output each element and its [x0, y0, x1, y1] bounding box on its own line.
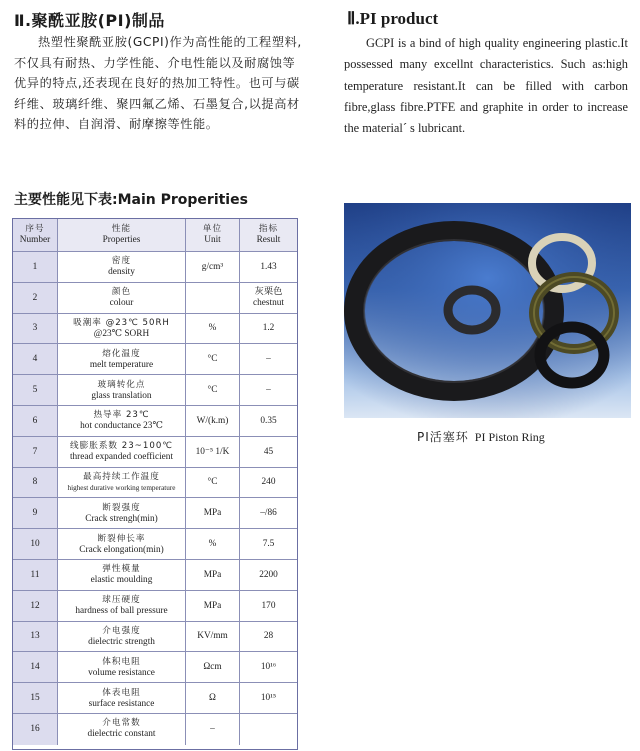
property-cn: 体积电阻	[102, 656, 141, 667]
number-value: 7	[32, 446, 38, 457]
table-row	[13, 651, 297, 683]
cell-number	[13, 498, 58, 529]
piston-ring-photo	[344, 203, 631, 418]
result-value: 1.2	[262, 323, 275, 334]
result-value: 1.43	[260, 261, 277, 272]
number-value: 13	[30, 631, 40, 642]
photo-caption	[417, 428, 545, 445]
table-row	[13, 559, 297, 591]
cell-unit	[186, 406, 240, 437]
result-value: 10¹⁵	[260, 693, 277, 704]
property-cn: 颜色	[111, 287, 132, 298]
cell-number	[13, 283, 58, 314]
property-en: elastic moulding	[90, 575, 153, 586]
property-en: density	[108, 267, 135, 278]
cell-number	[13, 314, 58, 345]
number-value: 10	[30, 539, 40, 550]
cell-property	[58, 622, 186, 653]
piston-rings-illustration	[344, 203, 631, 418]
cell-unit	[186, 314, 240, 345]
table-title: 主要性能见下表:Main Properities	[14, 192, 248, 208]
cell-result	[240, 468, 297, 499]
unit-value: W/(k.m)	[196, 415, 229, 426]
cell-property	[58, 314, 186, 345]
cell-unit	[186, 560, 240, 591]
property-cn: 断裂强度	[102, 502, 141, 513]
cell-result	[240, 652, 297, 683]
result-value: 28	[263, 631, 274, 642]
cell-number	[13, 560, 58, 591]
cell-unit	[186, 529, 240, 560]
property-en: Crack elongation(min)	[79, 544, 164, 555]
cell-unit	[186, 683, 240, 714]
result-value: 灰栗色 chestnut	[253, 287, 284, 309]
number-value: 12	[30, 600, 40, 611]
paragraph-cn: 热塑性聚酰亚胺(GCPI)作为高性能的工程塑料,不仅具有耐热、力学性能、介电性能以及耐腐蚀等优异的特点,还表现在良好的热加工特性。也可与碳纤维、玻璃纤维、聚四氟乙烯、石墨复合,以提高材料的拉伸、自润滑、耐摩擦等性能。	[14, 35, 302, 131]
cell-result	[240, 344, 297, 375]
cell-unit	[186, 714, 240, 745]
result-value: –/86	[260, 508, 277, 519]
header-properties	[58, 219, 186, 251]
cell-result	[240, 252, 297, 283]
result-value: 45	[263, 446, 274, 457]
table-row	[13, 251, 297, 283]
cell-result	[240, 683, 297, 714]
header-number-en: Number	[19, 235, 51, 245]
number-value: 14	[30, 662, 40, 673]
table-row	[13, 713, 297, 745]
result-value: 0.35	[260, 415, 277, 426]
cell-number	[13, 468, 58, 499]
table-row	[13, 282, 297, 314]
property-en: hot conductance 23℃	[80, 421, 163, 432]
cell-property	[58, 529, 186, 560]
cell-result	[240, 714, 297, 745]
cell-property	[58, 498, 186, 529]
unit-value: °C	[207, 354, 218, 365]
number-value: 1	[32, 261, 38, 272]
cell-result	[240, 437, 297, 468]
table-row	[13, 590, 297, 622]
unit-value: 10⁻⁵ 1/K	[195, 446, 230, 457]
result-value: –	[266, 354, 271, 365]
property-cn: 玻璃转化点	[97, 379, 146, 390]
cell-property	[58, 683, 186, 714]
cell-number	[13, 652, 58, 683]
heading-cn: Ⅱ.聚酰亚胺(PI)制品	[14, 11, 165, 30]
property-cn: 弹性模量	[102, 564, 141, 575]
cell-number	[13, 437, 58, 468]
property-cn: 断裂伸长率	[97, 533, 146, 544]
property-en: melt temperature	[89, 359, 154, 370]
unit-value: Ωcm	[203, 662, 222, 673]
cell-number	[13, 375, 58, 406]
property-en: surface resistance	[88, 698, 155, 709]
cell-property	[58, 344, 186, 375]
paragraph-en: GCPI is a bind of high quality engineering plastic.It possessed many excellnt characteristics. Such as:high temperature resistant.It can be filled with carbon fibre,glass fibre.PTFE and graphite in order to increase the material´ s lubricant.	[344, 36, 628, 136]
cell-unit	[186, 375, 240, 406]
cell-number	[13, 714, 58, 745]
property-cn: 熔化温度	[102, 348, 141, 359]
property-en: hardness of ball pressure	[75, 606, 168, 617]
unit-value: MPa	[203, 508, 222, 519]
table-header-row	[13, 219, 297, 251]
property-en: highest durative working temperature	[67, 483, 176, 492]
result-value: 240	[261, 477, 276, 488]
table-row	[13, 436, 297, 468]
cell-number	[13, 529, 58, 560]
property-cn: 热导率 23℃	[93, 410, 150, 421]
cell-property	[58, 714, 186, 745]
table-row	[13, 467, 297, 499]
cell-unit	[186, 652, 240, 683]
table-row	[13, 621, 297, 653]
cell-result	[240, 498, 297, 529]
cell-result	[240, 622, 297, 653]
header-properties-cn: 性能	[111, 224, 132, 234]
unit-value: g/cm³	[201, 261, 224, 272]
result-value: 10¹⁶	[260, 662, 277, 673]
table-row	[13, 343, 297, 375]
result-value: 2200	[259, 569, 278, 580]
cell-number	[13, 406, 58, 437]
property-cn: 密度	[111, 256, 132, 267]
cell-property	[58, 252, 186, 283]
table-row	[13, 682, 297, 714]
header-result-cn: 指标	[258, 224, 279, 234]
property-en: colour	[109, 298, 134, 309]
number-value: 6	[32, 415, 38, 426]
header-unit-cn: 单位	[202, 224, 223, 234]
number-value: 2	[32, 292, 38, 303]
property-en: glass translation	[91, 390, 152, 401]
cell-number	[13, 622, 58, 653]
cell-number	[13, 683, 58, 714]
number-value: 5	[32, 385, 38, 396]
cell-unit	[186, 468, 240, 499]
cell-unit	[186, 437, 240, 468]
unit-value: %	[208, 539, 217, 550]
cell-property	[58, 591, 186, 622]
cell-unit	[186, 498, 240, 529]
table-row	[13, 405, 297, 437]
property-en: volume resistance	[88, 667, 155, 678]
property-en: Crack strengh(min)	[85, 513, 158, 524]
unit-value: MPa	[203, 569, 222, 580]
table-row	[13, 313, 297, 345]
cell-result	[240, 529, 297, 560]
cell-unit	[186, 344, 240, 375]
unit-value: %	[208, 323, 217, 334]
property-cn: 介电常数	[102, 718, 141, 729]
cell-property	[58, 406, 186, 437]
property-cn: 介电强度	[102, 625, 141, 636]
cell-property	[58, 560, 186, 591]
cell-unit	[186, 622, 240, 653]
cell-property	[58, 437, 186, 468]
property-en: dielectric constant	[87, 729, 156, 740]
number-value: 9	[32, 508, 38, 519]
cell-property	[58, 283, 186, 314]
cell-unit	[186, 252, 240, 283]
header-number-cn: 序号	[25, 224, 45, 234]
property-en: @23℃ SORH	[93, 328, 150, 339]
cell-number	[13, 591, 58, 622]
cell-property	[58, 652, 186, 683]
property-cn: 体表电阻	[102, 687, 141, 698]
table-row	[13, 374, 297, 406]
unit-value: °C	[207, 477, 218, 488]
header-result	[240, 219, 297, 251]
cell-result	[240, 283, 297, 314]
property-cn: 球压硬度	[102, 595, 141, 606]
result-value: 170	[261, 600, 276, 611]
cell-number	[13, 344, 58, 375]
cell-result	[240, 406, 297, 437]
number-value: 4	[32, 354, 38, 365]
cell-unit	[186, 283, 240, 314]
number-value: 3	[32, 323, 38, 334]
cell-result	[240, 591, 297, 622]
property-cn: 最高持续工作温度	[83, 471, 160, 482]
property-en: thread expanded coefficient	[69, 452, 174, 463]
number-value: 8	[32, 477, 38, 488]
unit-value: MPa	[203, 600, 222, 611]
header-result-en: Result	[256, 235, 281, 245]
unit-value: °C	[207, 385, 218, 396]
caption-en: PI Piston Ring	[474, 430, 545, 444]
header-properties-en: Properties	[102, 235, 141, 245]
number-value: 11	[30, 569, 40, 580]
header-unit-en: Unit	[204, 235, 221, 245]
caption-cn: PI活塞环	[417, 430, 469, 444]
cell-number	[13, 252, 58, 283]
header-unit	[186, 219, 240, 251]
unit-value: KV/mm	[197, 631, 228, 642]
cell-property	[58, 375, 186, 406]
table-row	[13, 497, 297, 529]
unit-value: –	[210, 723, 215, 734]
number-value: 16	[30, 723, 40, 734]
properties-table	[12, 218, 298, 750]
property-en: dielectric strength	[88, 636, 155, 647]
table-row	[13, 528, 297, 560]
result-value: –	[266, 385, 271, 396]
result-value: 7.5	[262, 539, 275, 550]
header-number	[13, 219, 58, 251]
number-value: 15	[30, 693, 40, 704]
property-cn: 线膨胀系数 23~100℃	[70, 441, 173, 452]
cell-property	[58, 468, 186, 499]
cell-unit	[186, 591, 240, 622]
cell-result	[240, 560, 297, 591]
cell-result	[240, 375, 297, 406]
cell-result	[240, 314, 297, 345]
heading-en: Ⅱ.PI product	[347, 9, 439, 28]
unit-value: Ω	[209, 693, 216, 704]
property-cn: 吸潮率 @23℃ 50RH	[73, 317, 170, 328]
